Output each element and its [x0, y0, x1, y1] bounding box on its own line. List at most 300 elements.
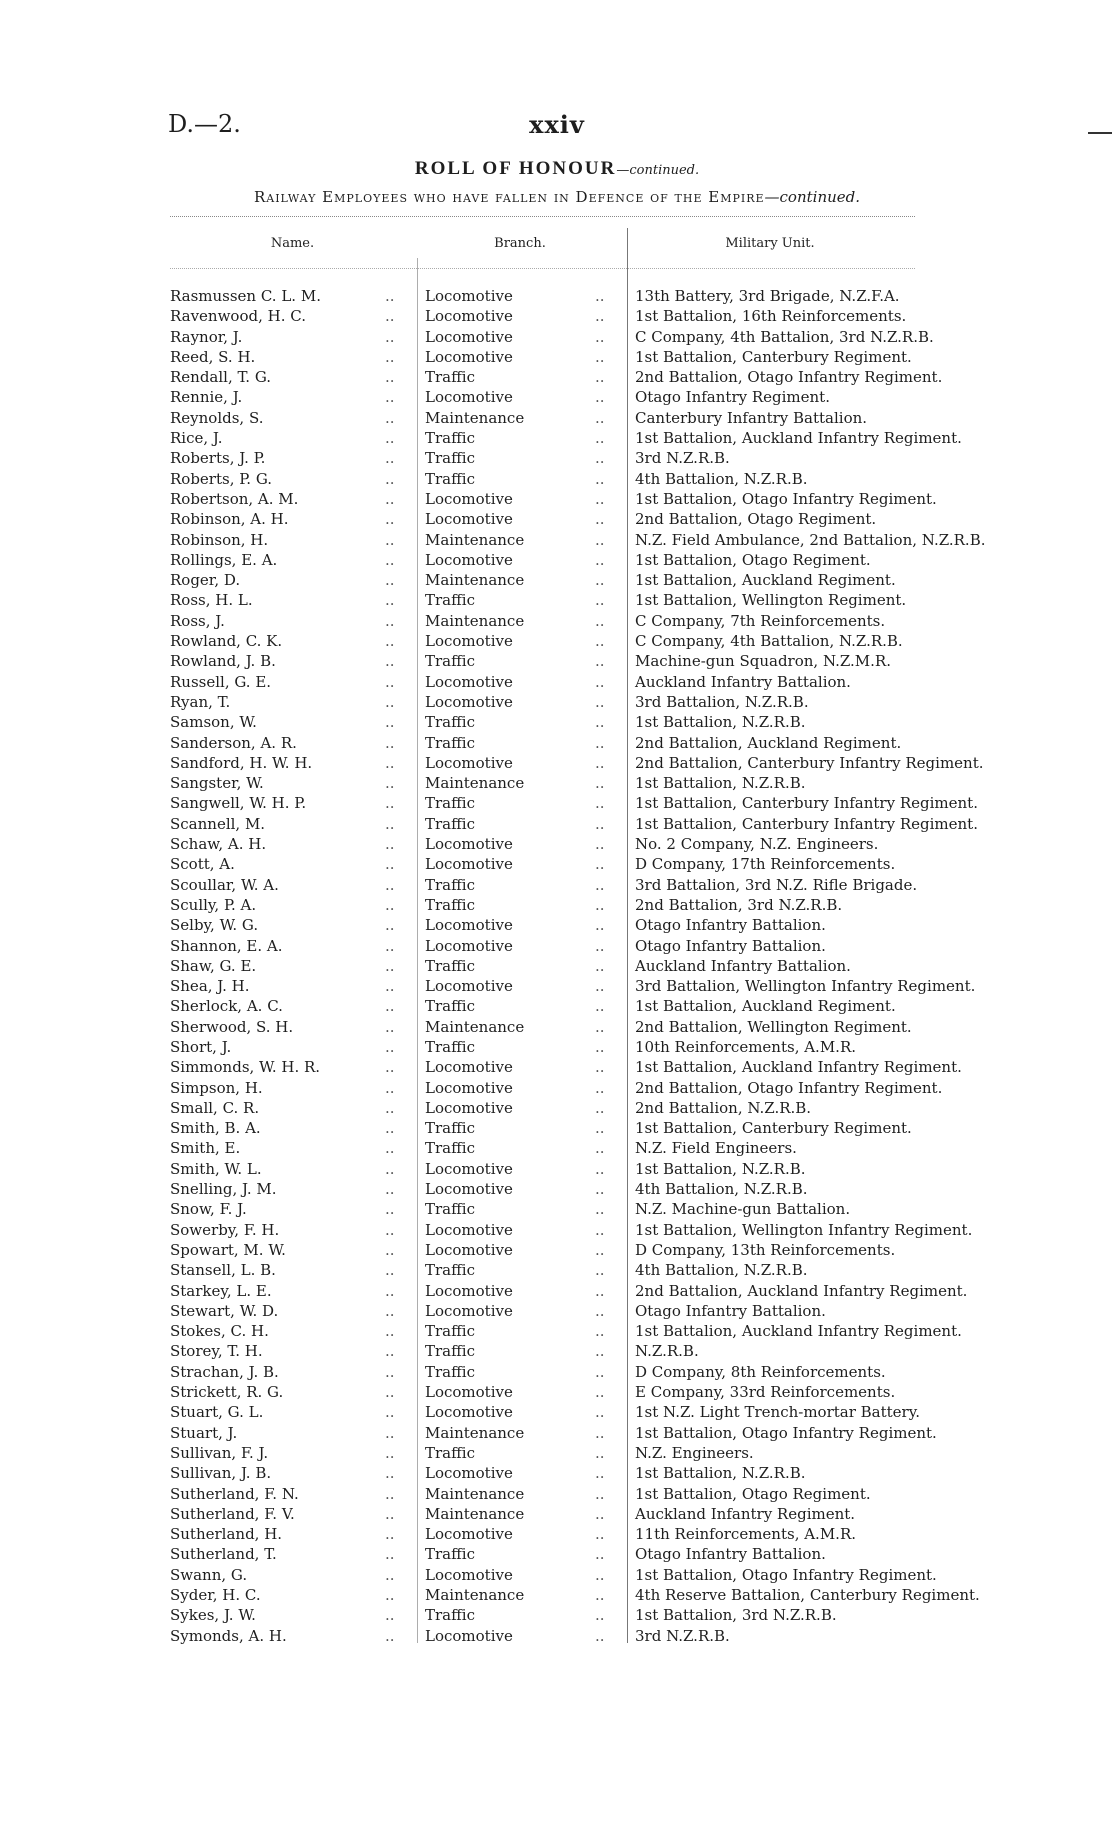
cell-name: Snow, F. J. — [170, 1200, 247, 1219]
cell-unit: 1st Battalion, N.Z.R.B. — [635, 1464, 806, 1483]
cell-name: Scully, P. A. — [170, 895, 257, 914]
cell-unit: 1st Battalion, Canterbury Regiment. — [635, 1119, 912, 1138]
leader-dots: .. — [595, 368, 605, 387]
leader-dots: .. — [595, 977, 605, 996]
leader-dots: .. — [595, 1403, 605, 1422]
top-rule — [170, 216, 915, 217]
cell-unit: 13th Battery, 3rd Brigade, N.Z.F.A. — [635, 287, 900, 305]
table-row — [0, 1423, 1114, 1443]
table-row — [0, 590, 1114, 610]
table-row — [0, 469, 1114, 489]
leader-dots: .. — [385, 855, 395, 874]
cell-unit: 4th Battalion, N.Z.R.B. — [635, 1180, 808, 1199]
cell-branch: Traffic — [425, 652, 475, 671]
leader-dots: .. — [385, 753, 395, 772]
cell-name: Sangster, W. — [170, 774, 264, 793]
table-row — [0, 1605, 1114, 1625]
cell-unit: 2nd Battalion, Otago Infantry Regiment. — [635, 368, 943, 387]
cell-name: Rollings, E. A. — [170, 550, 278, 569]
page-title — [0, 157, 1114, 180]
leader-dots: .. — [595, 1504, 605, 1523]
table-row — [0, 408, 1114, 428]
cell-branch: Traffic — [425, 1261, 475, 1280]
cell-unit: 2nd Battalion, Auckland Infantry Regiment. — [635, 1281, 968, 1300]
table-row — [0, 1281, 1114, 1301]
leader-dots: .. — [385, 977, 395, 996]
leader-dots: .. — [595, 1626, 605, 1645]
leader-dots: .. — [595, 510, 605, 529]
leader-dots: .. — [595, 1586, 605, 1604]
leader-dots: .. — [595, 1037, 605, 1056]
cell-branch: Traffic — [425, 1342, 475, 1361]
cell-branch: Traffic — [425, 713, 475, 732]
leader-dots: .. — [595, 571, 605, 590]
leader-dots: .. — [595, 1342, 605, 1361]
cell-name: Sutherland, H. — [170, 1525, 283, 1544]
leader-dots: .. — [595, 1545, 605, 1564]
cell-unit: 2nd Battalion, Wellington Regiment. — [635, 1017, 912, 1036]
cell-branch: Traffic — [425, 875, 475, 894]
leader-dots: .. — [385, 1037, 395, 1056]
cell-unit: D Company, 17th Reinforcements. — [635, 855, 896, 874]
cell-unit: C Company, 4th Battalion, N.Z.R.B. — [635, 632, 903, 651]
cell-branch: Locomotive — [425, 287, 513, 305]
table-row — [0, 1565, 1114, 1585]
table-row — [0, 1626, 1114, 1646]
cell-unit: C Company, 7th Reinforcements. — [635, 611, 886, 630]
leader-dots: .. — [595, 814, 605, 833]
table-row — [0, 367, 1114, 387]
leader-dots: .. — [595, 1606, 605, 1625]
cell-branch: Traffic — [425, 1362, 475, 1381]
table-row — [0, 773, 1114, 793]
cell-name: Sutherland, F. V. — [170, 1504, 295, 1523]
leader-dots: .. — [595, 835, 605, 854]
cell-unit: 2nd Battalion, 3rd N.Z.R.B. — [635, 895, 843, 914]
cell-unit: 3rd Battalion, 3rd N.Z. Rifle Brigade. — [635, 875, 918, 894]
cell-unit: 4th Reserve Battalion, Canterbury Regiment. — [635, 1586, 980, 1604]
cell-unit: 1st Battalion, Otago Infantry Regiment. — [635, 1565, 937, 1584]
leader-dots: .. — [595, 550, 605, 569]
table-row — [0, 895, 1114, 915]
cell-unit: Otago Infantry Regiment. — [635, 388, 830, 407]
table-row — [0, 1118, 1114, 1138]
cell-branch: Traffic — [425, 1606, 475, 1625]
cell-unit: 1st Battalion, Auckland Infantry Regiment. — [635, 1058, 962, 1077]
cell-name: Stansell, L. B. — [170, 1261, 276, 1280]
leader-dots: .. — [385, 1464, 395, 1483]
subtitle-text: Railway Employees who have fallen in Defence of the Empire — [253, 188, 765, 206]
table-row — [0, 854, 1114, 874]
table-row — [0, 753, 1114, 773]
cell-unit: 1st Battalion, Wellington Regiment. — [635, 591, 907, 610]
leader-dots: .. — [385, 1078, 395, 1097]
cell-name: Ryan, T. — [170, 692, 231, 711]
cell-branch: Maintenance — [425, 571, 525, 590]
edge-mark — [1088, 132, 1112, 134]
table-row — [0, 1321, 1114, 1341]
cell-branch: Locomotive — [425, 489, 513, 508]
column-header-branch: Branch. — [494, 236, 546, 251]
leader-dots: .. — [385, 1058, 395, 1077]
leader-dots: .. — [385, 591, 395, 610]
cell-branch: Locomotive — [425, 307, 513, 326]
cell-name: Stewart, W. D. — [170, 1301, 279, 1320]
cell-unit: 1st Battalion, N.Z.R.B. — [635, 713, 806, 732]
leader-dots: .. — [385, 875, 395, 894]
cell-unit: 1st Battalion, Canterbury Infantry Regiment. — [635, 794, 978, 813]
leader-dots: .. — [385, 1423, 395, 1442]
cell-name: Simmonds, W. H. R. — [170, 1058, 321, 1077]
table-row — [0, 1138, 1114, 1158]
leader-dots: .. — [385, 368, 395, 387]
cell-name: Sandford, H. W. H. — [170, 753, 313, 772]
leader-dots: .. — [385, 632, 395, 651]
table-row — [0, 712, 1114, 732]
leader-dots: .. — [385, 408, 395, 427]
cell-branch: Locomotive — [425, 1626, 513, 1645]
cell-unit: 4th Battalion, N.Z.R.B. — [635, 469, 808, 488]
leader-dots: .. — [595, 652, 605, 671]
table-row — [0, 672, 1114, 692]
leader-dots: .. — [595, 733, 605, 752]
leader-dots: .. — [385, 1342, 395, 1361]
cell-branch: Locomotive — [425, 977, 513, 996]
cell-name: Snelling, J. M. — [170, 1180, 277, 1199]
table-row — [0, 996, 1114, 1016]
cell-name: Sykes, J. W. — [170, 1606, 256, 1625]
table-row — [0, 1341, 1114, 1361]
leader-dots: .. — [595, 997, 605, 1016]
leader-dots: .. — [595, 429, 605, 448]
cell-name: Rennie, J. — [170, 388, 243, 407]
leader-dots: .. — [595, 469, 605, 488]
table-row — [0, 1301, 1114, 1321]
table-row — [0, 733, 1114, 753]
leader-dots: .. — [595, 1464, 605, 1483]
cell-name: Robinson, H. — [170, 530, 269, 549]
roll-table — [0, 286, 1114, 1646]
cell-branch: Traffic — [425, 449, 475, 468]
cell-unit: Canterbury Infantry Battalion. — [635, 408, 868, 427]
leader-dots: .. — [595, 287, 605, 305]
cell-unit: 2nd Battalion, Canterbury Infantry Regiment. — [635, 753, 984, 772]
leader-dots: .. — [595, 1240, 605, 1259]
cell-branch: Traffic — [425, 1037, 475, 1056]
cell-branch: Traffic — [425, 429, 475, 448]
cell-branch: Maintenance — [425, 1423, 525, 1442]
page-number: xxiv — [529, 110, 585, 139]
cell-unit: Otago Infantry Battalion. — [635, 936, 826, 955]
leader-dots: .. — [385, 1261, 395, 1280]
cell-branch: Locomotive — [425, 1240, 513, 1259]
leader-dots: .. — [385, 835, 395, 854]
cell-branch: Traffic — [425, 1200, 475, 1219]
cell-name: Smith, W. L. — [170, 1159, 262, 1178]
column-header-unit: Military Unit. — [725, 236, 815, 251]
subtitle-continued: —continued. — [764, 188, 861, 206]
cell-branch: Traffic — [425, 1322, 475, 1341]
leader-dots: .. — [595, 327, 605, 346]
leader-dots: .. — [595, 956, 605, 975]
cell-name: Symonds, A. H. — [170, 1626, 287, 1645]
table-row — [0, 1544, 1114, 1564]
cell-unit: 1st Battalion, Auckland Infantry Regiment. — [635, 429, 962, 448]
leader-dots: .. — [385, 347, 395, 366]
table-row — [0, 1159, 1114, 1179]
leader-dots: .. — [385, 733, 395, 752]
cell-branch: Traffic — [425, 469, 475, 488]
cell-unit: E Company, 33rd Reinforcements. — [635, 1383, 896, 1402]
table-row — [0, 1017, 1114, 1037]
cell-name: Shea, J. H. — [170, 977, 250, 996]
leader-dots: .. — [385, 530, 395, 549]
cell-branch: Maintenance — [425, 1017, 525, 1036]
cell-name: Robertson, A. M. — [170, 489, 299, 508]
cell-branch: Locomotive — [425, 1281, 513, 1300]
cell-unit: 1st Battalion, Canterbury Regiment. — [635, 347, 912, 366]
leader-dots: .. — [595, 855, 605, 874]
cell-unit: 3rd Battalion, Wellington Infantry Regiment. — [635, 977, 976, 996]
cell-branch: Locomotive — [425, 753, 513, 772]
cell-unit: 2nd Battalion, Otago Regiment. — [635, 510, 877, 529]
leader-dots: .. — [385, 652, 395, 671]
leader-dots: .. — [385, 692, 395, 711]
table-row — [0, 692, 1114, 712]
cell-name: Shaw, G. E. — [170, 956, 257, 975]
cell-unit: 2nd Battalion, Auckland Regiment. — [635, 733, 902, 752]
leader-dots: .. — [595, 591, 605, 610]
cell-unit: 1st Battalion, Otago Infantry Regiment. — [635, 489, 937, 508]
cell-branch: Locomotive — [425, 550, 513, 569]
leader-dots: .. — [595, 1281, 605, 1300]
table-row — [0, 814, 1114, 834]
leader-dots: .. — [385, 1200, 395, 1219]
table-row — [0, 834, 1114, 854]
leader-dots: .. — [385, 287, 395, 305]
cell-unit: 4th Battalion, N.Z.R.B. — [635, 1261, 808, 1280]
leader-dots: .. — [385, 713, 395, 732]
cell-unit: 1st Battalion, Otago Infantry Regiment. — [635, 1423, 937, 1442]
leader-dots: .. — [385, 1180, 395, 1199]
cell-name: Sangwell, W. H. P. — [170, 794, 307, 813]
cell-unit: 3rd N.Z.R.B. — [635, 449, 730, 468]
leader-dots: .. — [595, 1220, 605, 1239]
cell-name: Schaw, A. H. — [170, 835, 267, 854]
leader-dots: .. — [385, 916, 395, 935]
cell-unit: 2nd Battalion, Otago Infantry Regiment. — [635, 1078, 943, 1097]
table-row — [0, 1220, 1114, 1240]
cell-unit: 3rd N.Z.R.B. — [635, 1626, 730, 1645]
leader-dots: .. — [385, 1525, 395, 1544]
cell-branch: Maintenance — [425, 1504, 525, 1523]
leader-dots: .. — [385, 1322, 395, 1341]
cell-branch: Traffic — [425, 733, 475, 752]
cell-branch: Locomotive — [425, 632, 513, 651]
cell-branch: Traffic — [425, 1119, 475, 1138]
cell-branch: Locomotive — [425, 1180, 513, 1199]
cell-name: Robinson, A. H. — [170, 510, 289, 529]
cell-name: Strachan, J. B. — [170, 1362, 279, 1381]
table-row — [0, 347, 1114, 367]
leader-dots: .. — [385, 1504, 395, 1523]
cell-name: Spowart, M. W. — [170, 1240, 286, 1259]
cell-unit: N.Z. Field Ambulance, 2nd Battalion, N.Z.R.B. — [635, 530, 986, 549]
cell-unit: 11th Reinforcements, A.M.R. — [635, 1525, 857, 1544]
cell-name: Roger, D. — [170, 571, 241, 590]
table-row — [0, 1524, 1114, 1544]
leader-dots: .. — [595, 1383, 605, 1402]
leader-dots: .. — [595, 916, 605, 935]
cell-name: Raynor, J. — [170, 327, 243, 346]
leader-dots: .. — [385, 774, 395, 793]
table-row — [0, 1057, 1114, 1077]
column-header-name: Name. — [270, 236, 315, 251]
cell-name: Sullivan, F. J. — [170, 1443, 269, 1462]
cell-name: Short, J. — [170, 1037, 232, 1056]
cell-name: Rowland, J. B. — [170, 652, 276, 671]
table-row — [0, 327, 1114, 347]
leader-dots: .. — [595, 449, 605, 468]
leader-dots: .. — [595, 611, 605, 630]
table-row — [0, 1382, 1114, 1402]
table-row — [0, 428, 1114, 448]
cell-unit: 1st Battalion, Wellington Infantry Regiment. — [635, 1220, 973, 1239]
leader-dots: .. — [385, 1220, 395, 1239]
table-row — [0, 1199, 1114, 1219]
leader-dots: .. — [385, 1606, 395, 1625]
leader-dots: .. — [385, 388, 395, 407]
leader-dots: .. — [385, 1383, 395, 1402]
leader-dots: .. — [385, 1626, 395, 1645]
leader-dots: .. — [595, 530, 605, 549]
cell-name: Sherlock, A. C. — [170, 997, 283, 1016]
table-row — [0, 1240, 1114, 1260]
cell-branch: Locomotive — [425, 936, 513, 955]
leader-dots: .. — [595, 794, 605, 813]
cell-name: Stuart, G. L. — [170, 1403, 264, 1422]
cell-unit: Otago Infantry Battalion. — [635, 1301, 826, 1320]
leader-dots: .. — [595, 713, 605, 732]
cell-name: Scannell, M. — [170, 814, 266, 833]
cell-unit: N.Z. Field Engineers. — [635, 1139, 797, 1158]
cell-name: Strickett, R. G. — [170, 1383, 284, 1402]
leader-dots: .. — [385, 1119, 395, 1138]
leader-dots: .. — [385, 1017, 395, 1036]
table-row — [0, 1443, 1114, 1463]
cell-branch: Locomotive — [425, 1565, 513, 1584]
leader-dots: .. — [595, 1058, 605, 1077]
leader-dots: .. — [595, 936, 605, 955]
cell-unit: 2nd Battalion, N.Z.R.B. — [635, 1098, 812, 1117]
table-row — [0, 570, 1114, 590]
cell-name: Sutherland, T. — [170, 1545, 277, 1564]
table-row — [0, 793, 1114, 813]
cell-name: Small, C. R. — [170, 1098, 260, 1117]
leader-dots: .. — [385, 895, 395, 914]
table-row — [0, 956, 1114, 976]
leader-dots: .. — [595, 1484, 605, 1503]
table-row — [0, 1463, 1114, 1483]
cell-branch: Locomotive — [425, 1058, 513, 1077]
leader-dots: .. — [385, 1139, 395, 1158]
leader-dots: .. — [595, 1159, 605, 1178]
cell-branch: Traffic — [425, 895, 475, 914]
cell-unit: 1st Battalion, 3rd N.Z.R.B. — [635, 1606, 837, 1625]
leader-dots: .. — [595, 1565, 605, 1584]
table-row — [0, 489, 1114, 509]
cell-branch: Traffic — [425, 1545, 475, 1564]
cell-name: Roberts, P. G. — [170, 469, 273, 488]
leader-dots: .. — [595, 1119, 605, 1138]
cell-unit: N.Z. Machine-gun Battalion. — [635, 1200, 851, 1219]
cell-name: Swann, G. — [170, 1565, 248, 1584]
leader-dots: .. — [385, 672, 395, 691]
cell-name: Rice, J. — [170, 429, 223, 448]
table-row — [0, 1504, 1114, 1524]
cell-unit: 3rd Battalion, N.Z.R.B. — [635, 692, 809, 711]
cell-name: Syder, H. C. — [170, 1586, 261, 1604]
cell-unit: 1st Battalion, Canterbury Infantry Regiment. — [635, 814, 978, 833]
leader-dots: .. — [385, 307, 395, 326]
table-row — [0, 387, 1114, 407]
leader-dots: .. — [385, 1240, 395, 1259]
leader-dots: .. — [595, 1443, 605, 1462]
leader-dots: .. — [595, 1362, 605, 1381]
cell-branch: Locomotive — [425, 1383, 513, 1402]
cell-branch: Traffic — [425, 368, 475, 387]
cell-name: Rasmussen C. L. M. — [170, 287, 321, 305]
table-row — [0, 631, 1114, 651]
cell-unit: D Company, 13th Reinforcements. — [635, 1240, 896, 1259]
leader-dots: .. — [385, 956, 395, 975]
cell-branch: Traffic — [425, 1443, 475, 1462]
cell-name: Simpson, H. — [170, 1078, 263, 1097]
cell-name: Rendall, T. G. — [170, 368, 272, 387]
leader-dots: .. — [385, 469, 395, 488]
cell-name: Roberts, J. P. — [170, 449, 266, 468]
cell-unit: 1st Battalion, N.Z.R.B. — [635, 1159, 806, 1178]
cell-branch: Locomotive — [425, 916, 513, 935]
leader-dots: .. — [385, 1443, 395, 1462]
table-row — [0, 611, 1114, 631]
cell-unit: N.Z. Engineers. — [635, 1443, 754, 1462]
cell-branch: Locomotive — [425, 672, 513, 691]
header-rule — [170, 268, 915, 269]
leader-dots: .. — [385, 429, 395, 448]
table-row — [0, 286, 1114, 306]
page-reference: D.—2. — [168, 110, 241, 138]
cell-unit: N.Z.R.B. — [635, 1342, 699, 1361]
cell-branch: Traffic — [425, 1139, 475, 1158]
cell-unit: Auckland Infantry Battalion. — [635, 956, 851, 975]
cell-name: Sowerby, F. H. — [170, 1220, 280, 1239]
cell-branch: Locomotive — [425, 1525, 513, 1544]
cell-branch: Locomotive — [425, 1301, 513, 1320]
title-main: ROLL OF HONOUR — [414, 158, 617, 179]
cell-unit: 1st Battalion, Otago Regiment. — [635, 1484, 871, 1503]
cell-name: Stuart, J. — [170, 1423, 238, 1442]
cell-branch: Traffic — [425, 814, 475, 833]
cell-name: Ross, J. — [170, 611, 225, 630]
cell-branch: Locomotive — [425, 692, 513, 711]
table-row — [0, 915, 1114, 935]
cell-branch: Maintenance — [425, 1484, 525, 1503]
cell-branch: Locomotive — [425, 835, 513, 854]
cell-unit: 1st Battalion, 16th Reinforcements. — [635, 307, 907, 326]
leader-dots: .. — [385, 794, 395, 813]
table-row — [0, 1585, 1114, 1605]
